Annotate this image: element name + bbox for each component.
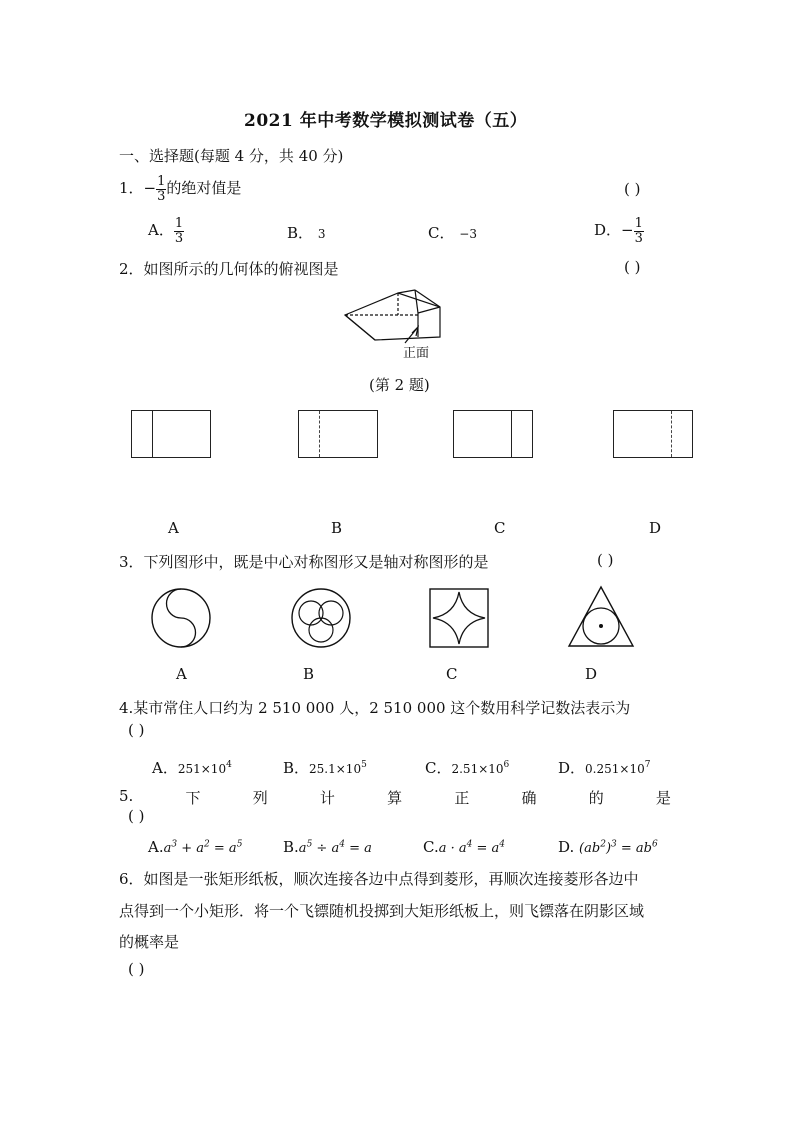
q4-option-b: [283, 757, 367, 778]
q1-number: 1．: [119, 179, 144, 197]
q5-word: 是: [655, 789, 671, 807]
q5-d-formula: $(ab^2)^3 = ab^6$: [579, 839, 658, 856]
q3-option-b-trefoil: [289, 586, 353, 650]
option-label: A．: [152, 759, 178, 777]
question-5: [119, 787, 671, 808]
option-label: B.: [283, 838, 299, 856]
q3-option-c-star-square: [427, 586, 491, 650]
q5-word: 正: [454, 789, 470, 807]
q4-option-d: [558, 757, 650, 778]
q5-a-formula: $a^3 + a^2 = a^5$: [163, 839, 243, 856]
option-label: D.: [558, 838, 575, 856]
q2-letter-b: B: [331, 519, 343, 537]
dashed-line: [319, 411, 320, 457]
option-neg: −: [621, 221, 634, 239]
q5-b-formula: $a^5 \div a^4 = a$: [298, 839, 372, 856]
q5-word: 确: [521, 789, 537, 807]
q2-answer-paren: ( ): [624, 258, 641, 276]
q1-answer-paren: ( ): [624, 180, 641, 198]
question-2: 2．如图所示的几何体的俯视图是: [119, 260, 339, 278]
option-exponent: 7: [644, 760, 651, 770]
option-value: 251×10: [177, 762, 227, 776]
option-label: D．: [594, 221, 622, 239]
q2-prism-figure: [340, 285, 450, 360]
frac-den: 3: [174, 230, 184, 246]
q1-a-fraction: [174, 217, 184, 246]
option-label: A.: [148, 838, 164, 856]
q5-answer-paren: ( ): [128, 807, 145, 825]
q2-option-a-figure: [131, 410, 211, 458]
front-label: 正面: [403, 346, 430, 361]
q4-answer-paren: ( ): [128, 721, 145, 739]
question-3: 3．下列图形中，既是中心对称图形又是轴对称图形的是: [119, 553, 489, 571]
q3-option-a-yinyang: [149, 586, 213, 650]
option-exponent: 5: [361, 760, 367, 770]
q1-option-d: [594, 212, 644, 248]
option-exponent: 6: [503, 760, 510, 770]
q1-fraction: [156, 175, 166, 204]
section-heading: 一、选择题(每题 4 分，共 40 分): [119, 147, 344, 165]
q2-option-c-figure: [453, 410, 533, 458]
frac-num: 1: [634, 215, 643, 231]
option-label: B．: [283, 759, 310, 777]
option-value: 0.251×10: [585, 762, 645, 776]
q2-letter-a: A: [168, 519, 179, 537]
q2-letter-c: C: [494, 519, 506, 537]
option-label: C．: [425, 759, 452, 777]
option-value: 25.1×10: [309, 762, 362, 776]
frac-num: 1: [174, 215, 184, 231]
q5-word: 5.: [119, 787, 134, 805]
q1-option-b: [287, 222, 325, 243]
q3-letter-b: B: [303, 665, 315, 683]
solid-line: [152, 411, 153, 457]
q3-answer-paren: ( ): [597, 551, 614, 569]
q2-letter-d: D: [649, 519, 662, 537]
question-4: 4.某市常住人口约为 2 510 000 人，2 510 000 这个数用科学记数法表示为: [119, 699, 631, 717]
q5-word: 算: [387, 789, 403, 807]
option-value: 3: [317, 227, 326, 241]
q5-word: 下: [185, 789, 201, 807]
q5-option-a: [148, 838, 242, 856]
page-title: 2021 年中考数学模拟测试卷（五）: [244, 111, 528, 131]
q6-answer-paren: ( ): [128, 960, 145, 978]
q5-word: 列: [252, 789, 268, 807]
q2-option-b-figure: [298, 410, 378, 458]
option-label: D．: [558, 759, 586, 777]
q4-option-c: [425, 757, 509, 778]
q5-word: 的: [588, 789, 604, 807]
q1-neg: −: [143, 179, 157, 197]
option-label: B．: [287, 224, 314, 242]
q1-option-c: [428, 222, 477, 243]
q3-letter-d: D: [585, 665, 598, 683]
q3-option-d-triangle-circle: [566, 584, 636, 650]
option-exponent: 4: [226, 760, 232, 770]
question-6-line-1: 6．如图是一张矩形纸板，顺次连接各边中点得到菱形，再顺次连接菱形各边中: [119, 870, 639, 888]
option-label: A．: [148, 221, 174, 239]
option-label: C.: [423, 838, 439, 856]
option-label: C．: [428, 224, 455, 242]
frac-den: 3: [634, 230, 643, 246]
q5-option-d: [558, 838, 658, 856]
dashed-line: [671, 411, 672, 457]
q2-caption: (第 2 题): [369, 376, 430, 394]
q2-option-d-figure: [613, 410, 693, 458]
solid-line: [511, 411, 512, 457]
q1-option-a: [148, 212, 184, 248]
q1-frac-num: 1: [157, 173, 166, 189]
q5-option-b: [283, 838, 372, 856]
option-value: 2.51×10: [451, 762, 504, 776]
question-6-line-2: 点得到一个小矩形．将一个飞镖随机投掷到大矩形纸板上，则飞镖落在阴影区域: [119, 902, 645, 920]
q3-letter-a: A: [176, 665, 187, 683]
q3-letter-c: C: [446, 665, 458, 683]
q5-option-c: [423, 838, 505, 856]
question-1: [119, 172, 241, 204]
q1-text: 的绝对值是: [166, 179, 242, 197]
q1-frac-den: 3: [157, 188, 166, 204]
q1-d-fraction: [634, 217, 644, 246]
question-6-line-3: 的概率是: [119, 933, 180, 951]
q5-c-formula: $a \cdot a^4 = a^4$: [438, 839, 506, 856]
option-value: −3: [459, 227, 477, 241]
q5-word: 计: [319, 789, 335, 807]
q4-option-a: [152, 757, 232, 778]
